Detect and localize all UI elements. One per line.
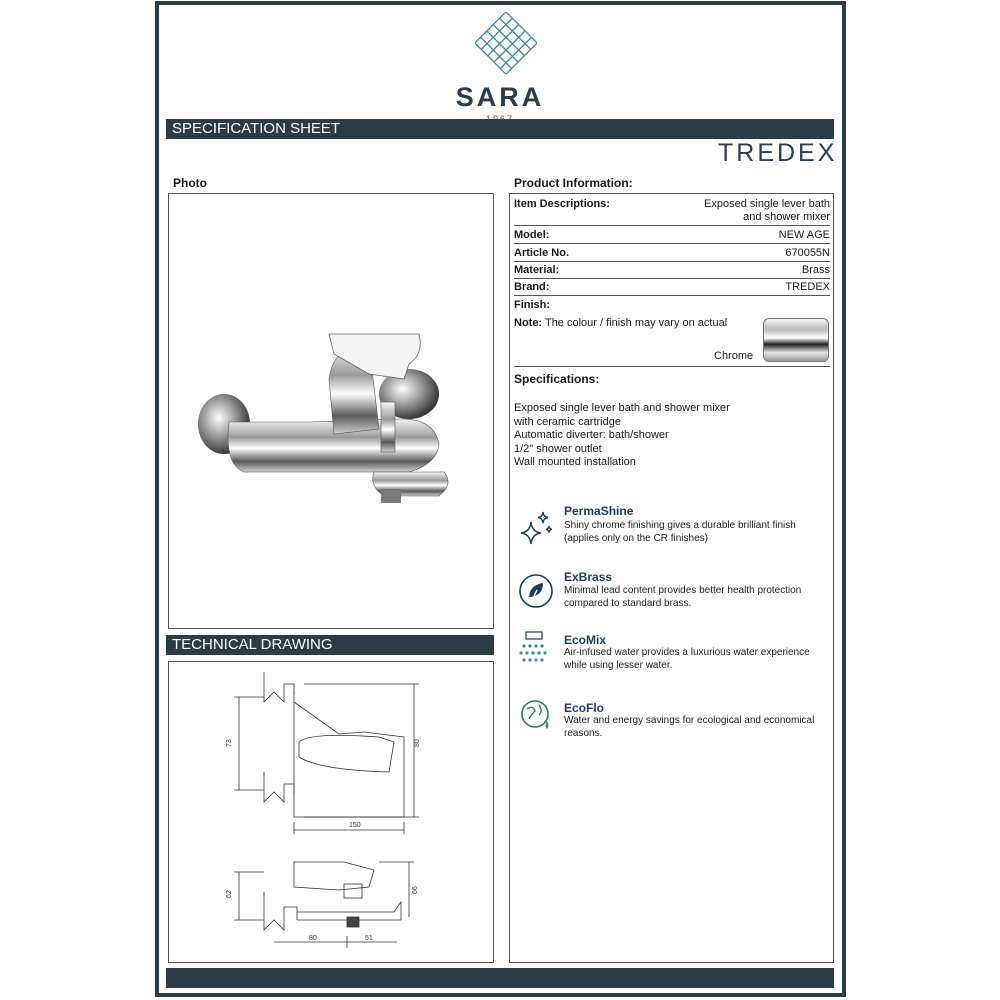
feature-desc-line: while using lesser water. [564, 660, 673, 671]
diamond-lattice-icon [475, 12, 537, 74]
info-value-line2: and shower mixer [743, 211, 830, 223]
row-divider [514, 278, 830, 279]
feature-desc-line: Water and energy savings for ecological and economical [564, 715, 815, 726]
info-key: Model: [514, 229, 550, 241]
info-row-description [514, 198, 830, 226]
dim-label: 62 [226, 890, 233, 898]
info-key: Article No. [514, 247, 570, 259]
note-label: Note: [514, 317, 543, 329]
dim-label: 80 [414, 739, 421, 747]
product-info-title: Product Information: [514, 176, 633, 190]
info-key: Brand: [514, 281, 550, 293]
dim-label: 66 [412, 886, 419, 894]
info-key: Material: [514, 264, 560, 276]
dim-label: 73 [226, 739, 233, 747]
feature-title-ecoflo: EcoFlo [564, 701, 605, 715]
info-value-line1: Exposed single lever bath [704, 198, 830, 210]
chrome-swatch [763, 318, 829, 362]
spec-line: Exposed single lever bath and shower mixer [514, 402, 730, 414]
feature-desc-exbrass [564, 584, 801, 610]
info-key: Item Descriptions: [514, 198, 610, 210]
info-key: Finish: [514, 299, 551, 311]
eco-globe-icon [519, 697, 555, 735]
row-divider [514, 295, 830, 296]
sparkle-icon [519, 508, 555, 548]
sub-brand-logo: TREDEX [718, 139, 838, 167]
info-value: Brass [801, 264, 830, 276]
specifications-title: Specifications: [514, 372, 600, 386]
info-value: TREDEX [785, 281, 830, 293]
photo-box [168, 193, 494, 629]
feature-desc-ecoflo [564, 714, 814, 740]
dim-label: 150 [349, 822, 361, 829]
technical-drawing [169, 662, 493, 962]
spec-line: Wall mounted installation [514, 456, 636, 469]
brand-name: SARA [455, 82, 545, 112]
finish-name: Chrome [714, 350, 754, 362]
spec-line: Automatic diverter: bath/shower [514, 429, 669, 442]
dim-label: 51 [365, 935, 373, 942]
shower-spray-icon [516, 630, 552, 668]
row-divider [514, 225, 830, 226]
spec-line: with ceramic cartridge [514, 415, 621, 428]
photo-label: Photo [173, 176, 207, 190]
info-value: 670055N [785, 247, 830, 259]
feature-desc-line: reasons. [564, 728, 603, 739]
info-value: NEW AGE [778, 229, 830, 241]
feature-desc-line: compared to standard brass. [564, 598, 692, 609]
finish-note [514, 317, 727, 331]
spec-line: 1/2" shower outlet [514, 442, 602, 455]
dim-label: 80 [309, 935, 317, 942]
feature-desc-line: Minimal lead content provides better health protection [564, 585, 802, 596]
row-divider [514, 261, 830, 262]
feature-title-exbrass: ExBrass [564, 570, 613, 584]
feature-desc-line: Air-infused water provides a luxurious water experience [564, 647, 810, 658]
feature-desc-line: Shiny chrome finishing gives a durable brilliant finish [564, 520, 796, 531]
row-divider [514, 366, 830, 367]
feature-title-ecomix: EcoMix [564, 633, 607, 647]
feature-desc-ecomix [564, 646, 810, 672]
feature-title-permashine: PermaShine [564, 504, 634, 518]
sara-logo [430, 8, 570, 118]
faucet-photo [169, 194, 493, 628]
technical-drawing-box [168, 661, 494, 963]
feature-desc-line: (applies only on the CR finishes) [564, 533, 708, 544]
footer-bar [166, 968, 834, 988]
technical-drawing-bar: TECHNICAL DRAWING [166, 635, 494, 655]
note-text: The colour / finish may vary on actual [544, 317, 728, 329]
feature-desc-permashine [564, 519, 796, 545]
section-title-bar: SPECIFICATION SHEET [166, 119, 834, 139]
row-divider [514, 243, 830, 244]
product-info-box [509, 193, 834, 963]
leaf-icon [518, 573, 554, 609]
specifications-list [514, 402, 730, 470]
